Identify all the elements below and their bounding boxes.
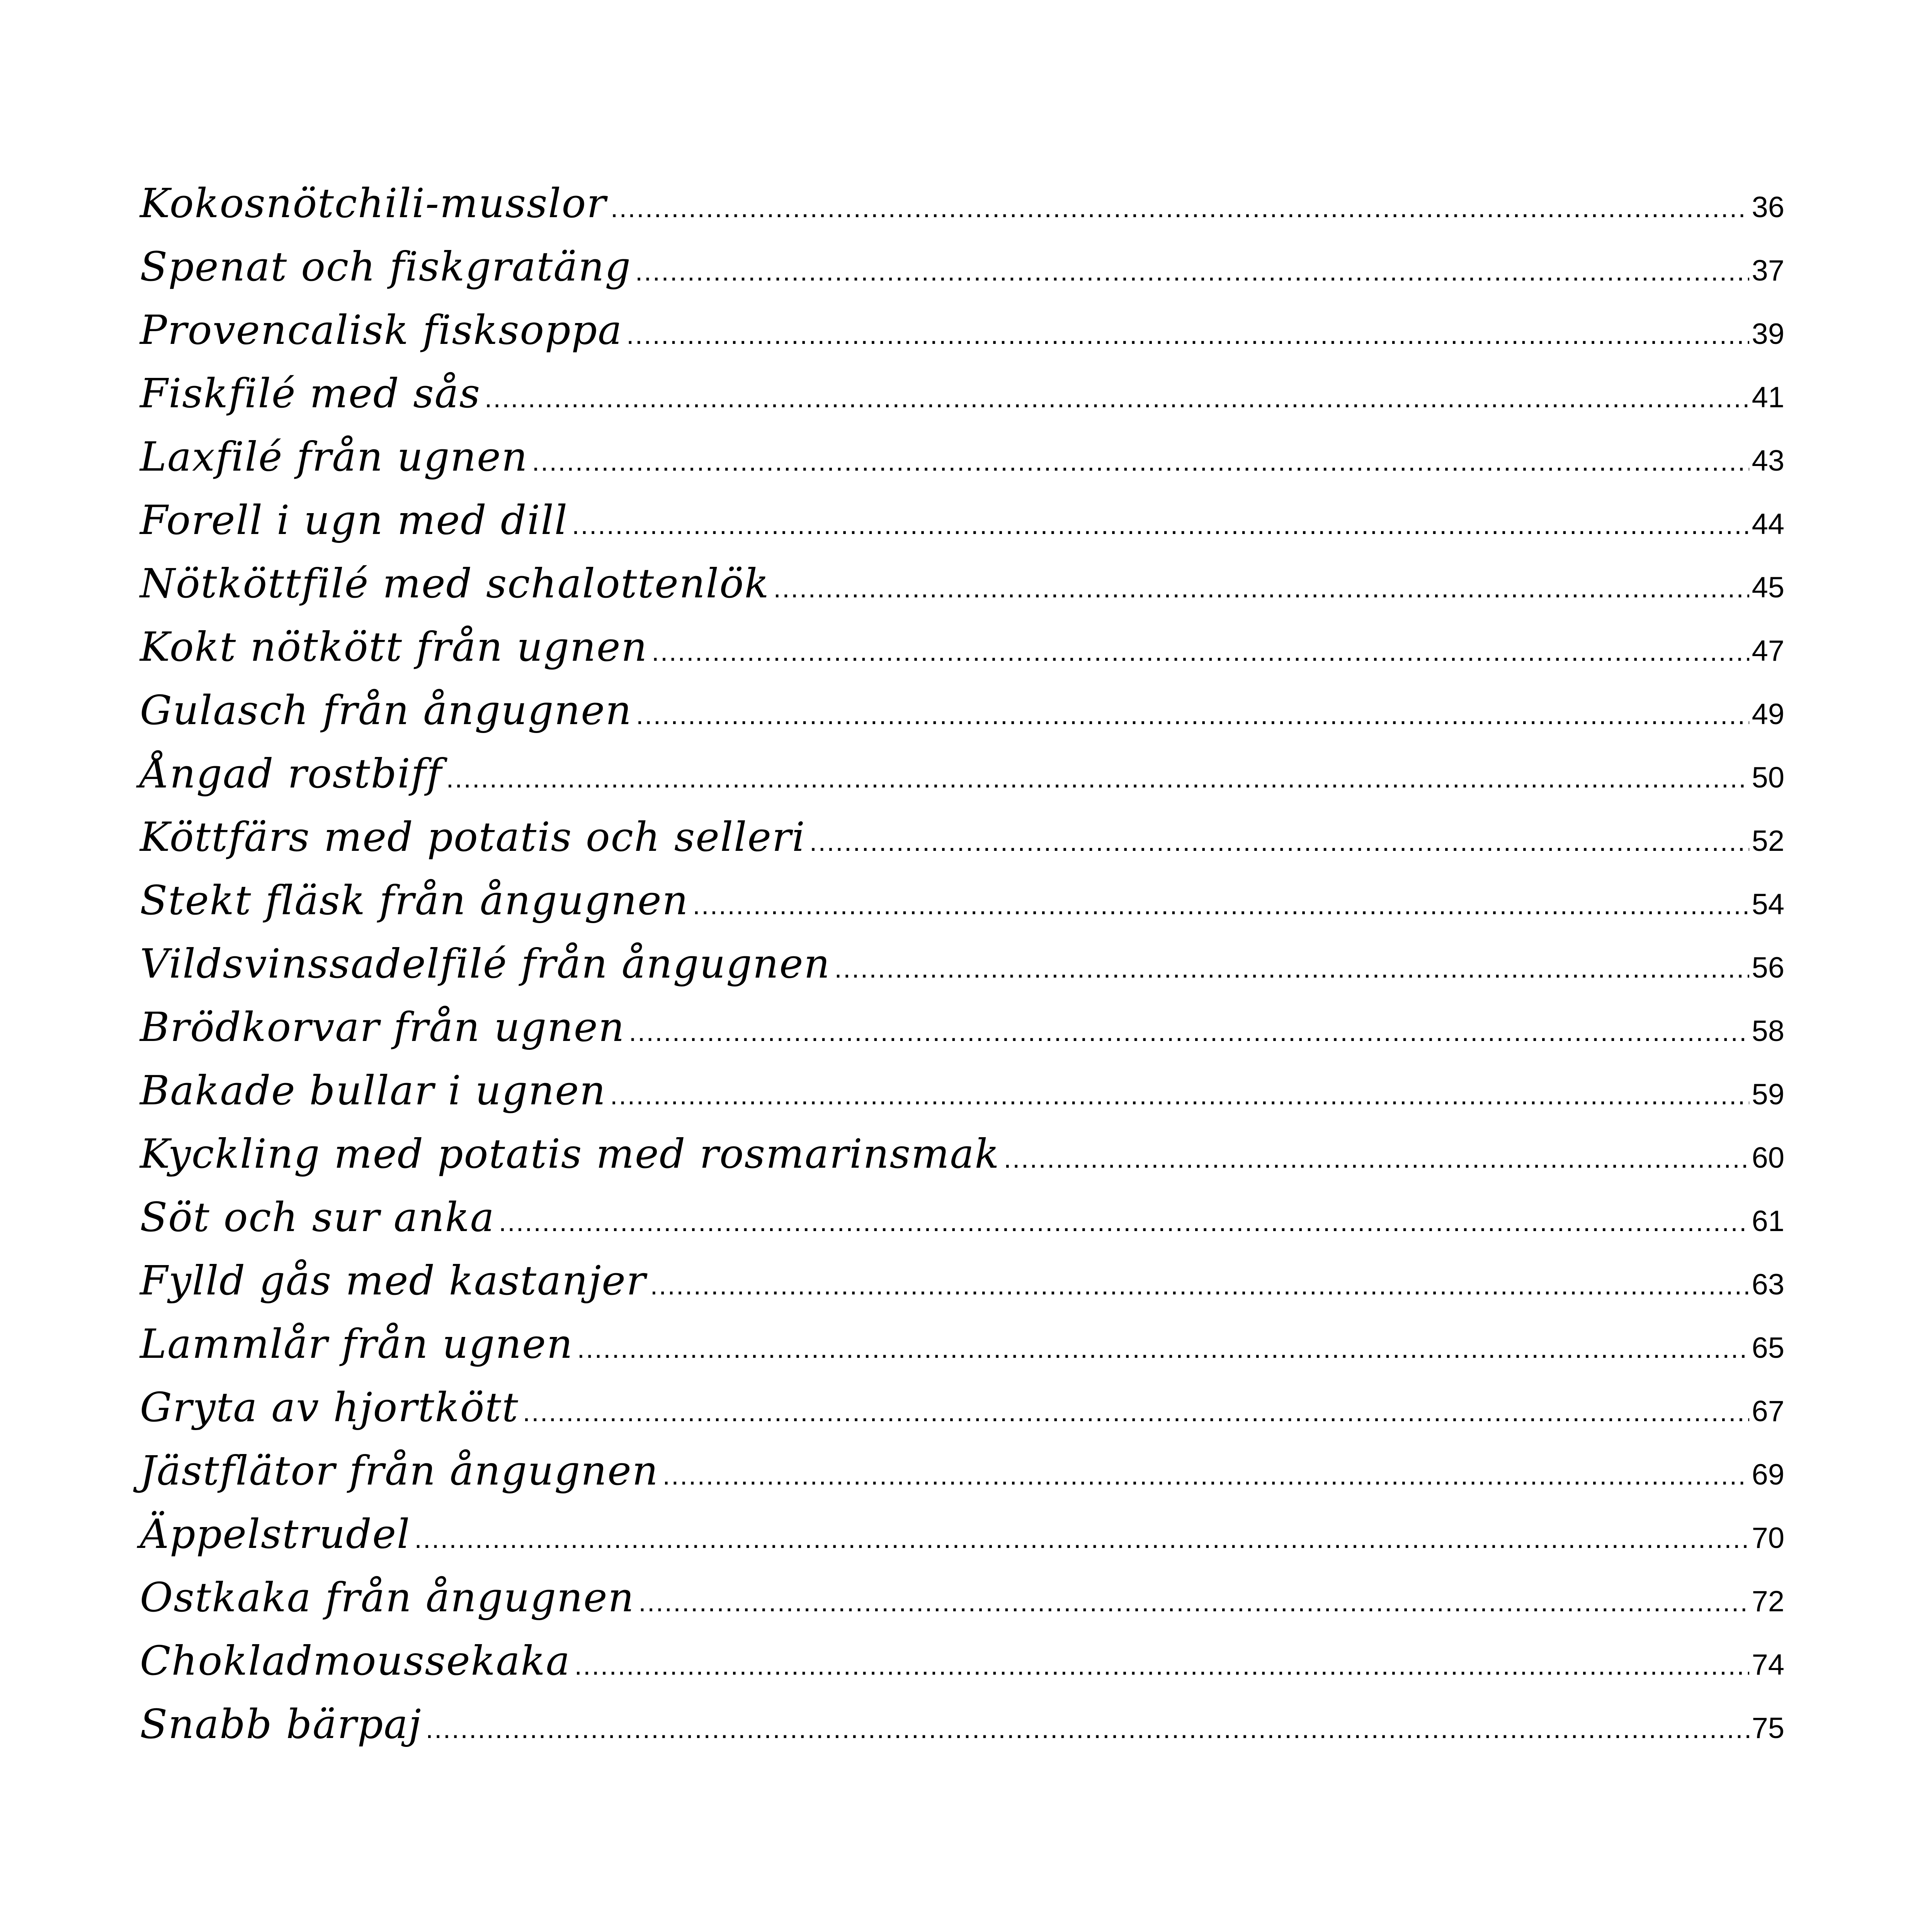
toc-entry-title: Jästflätor från ångugnen: [140, 1447, 659, 1494]
toc-entry-page-number: 58: [1752, 1015, 1784, 1048]
toc-entry-page-number: 59: [1752, 1078, 1784, 1111]
toc-entry[interactable]: [140, 433, 1784, 497]
toc-entry[interactable]: [140, 370, 1784, 433]
dot-leader: [774, 573, 1750, 604]
dot-leader: [626, 319, 1749, 350]
toc-entry-page-number: 36: [1752, 191, 1784, 224]
toc-entry-page-number: 65: [1752, 1332, 1784, 1364]
toc-entry[interactable]: [140, 497, 1784, 560]
toc-entry[interactable]: [140, 1194, 1784, 1257]
toc-entry-title: Forell i ugn med dill: [140, 497, 568, 544]
toc-entry[interactable]: [140, 750, 1784, 813]
toc-entry-title: Kokosnötchili-musslor: [140, 180, 607, 227]
toc-entry-page-number: 49: [1752, 698, 1784, 731]
toc-entry[interactable]: [140, 1384, 1784, 1447]
toc-entry-title: Kokt nötkött från ugnen: [140, 623, 648, 670]
toc-entry-page-number: 67: [1752, 1395, 1784, 1428]
toc-entry-title: Brödkorvar från ugnen: [140, 1003, 625, 1051]
toc-entry-page-number: 74: [1752, 1648, 1784, 1681]
toc-entry-title: Vildsvinssadelfilé från ångugnen: [140, 940, 831, 987]
dot-leader: [635, 256, 1750, 287]
dot-leader: [523, 1396, 1750, 1427]
toc-entry[interactable]: [140, 1574, 1784, 1637]
dot-leader: [446, 763, 1750, 794]
toc-entry[interactable]: [140, 1067, 1784, 1130]
toc-entry-page-number: 39: [1752, 318, 1784, 350]
toc-entry-title: Spenat och fiskgratäng: [140, 243, 631, 290]
toc-entry-title: Bakade bullar i ugnen: [140, 1067, 606, 1114]
toc-entry[interactable]: [140, 1447, 1784, 1510]
toc-entry-title: Nötköttfilé med schalottenlök: [140, 560, 770, 607]
toc-entry-page-number: 72: [1752, 1585, 1784, 1618]
toc-entry-page-number: 43: [1752, 444, 1784, 477]
toc-entry[interactable]: [140, 1701, 1784, 1764]
dot-leader: [414, 1523, 1749, 1554]
toc-entry-page-number: 44: [1752, 508, 1784, 541]
toc-entry-title: Lammlår från ugnen: [140, 1320, 573, 1367]
toc-entry-title: Provencalisk fisksoppa: [140, 306, 623, 354]
toc-entry-page-number: 60: [1752, 1141, 1784, 1174]
toc-entry[interactable]: [140, 877, 1784, 940]
dot-leader: [636, 699, 1750, 730]
toc-entry-title: Ostkaka från ångugnen: [140, 1574, 635, 1621]
table-of-contents: [140, 180, 1784, 1764]
toc-entry-page-number: 70: [1752, 1522, 1784, 1554]
toc-entry-page-number: 52: [1752, 825, 1784, 857]
dot-leader: [532, 446, 1750, 477]
toc-entry-page-number: 45: [1752, 571, 1784, 604]
toc-entry[interactable]: [140, 813, 1784, 877]
toc-entry-title: Ångad rostbiff: [140, 750, 442, 797]
toc-entry[interactable]: [140, 1637, 1784, 1701]
toc-entry-title: Fylld gås med kastanjer: [140, 1257, 646, 1304]
toc-entry-page-number: 50: [1752, 761, 1784, 794]
toc-entry-title: Fiskfilé med sås: [140, 370, 481, 417]
toc-entry[interactable]: [140, 1510, 1784, 1574]
toc-entry[interactable]: [140, 1257, 1784, 1320]
toc-entry-title: Kyckling med potatis med rosmarinsmak: [140, 1130, 1000, 1177]
toc-entry-page-number: 69: [1752, 1458, 1784, 1491]
toc-entry-title: Laxfilé från ugnen: [140, 433, 528, 480]
toc-entry-title: Köttfärs med potatis och selleri: [140, 813, 806, 861]
toc-entry-page-number: 75: [1752, 1712, 1784, 1745]
toc-entry-page-number: 47: [1752, 634, 1784, 667]
dot-leader: [572, 509, 1749, 540]
dot-leader: [577, 1333, 1750, 1364]
dot-leader: [638, 1587, 1749, 1617]
toc-entry-page-number: 56: [1752, 951, 1784, 984]
dot-leader: [575, 1650, 1750, 1681]
toc-entry[interactable]: [140, 306, 1784, 370]
dot-leader: [610, 1080, 1750, 1111]
toc-entry[interactable]: [140, 560, 1784, 623]
dot-leader: [426, 1713, 1750, 1744]
dot-leader: [485, 383, 1749, 413]
toc-entry-title: Gulasch från ångugnen: [140, 687, 632, 734]
toc-entry-page-number: 61: [1752, 1205, 1784, 1238]
dot-leader: [629, 1016, 1750, 1047]
toc-entry-page-number: 37: [1752, 254, 1784, 287]
dot-leader: [693, 889, 1750, 920]
toc-entry-page-number: 54: [1752, 888, 1784, 921]
dot-leader: [1004, 1143, 1750, 1174]
toc-entry-title: Söt och sur anka: [140, 1194, 495, 1241]
toc-entry-page-number: 63: [1752, 1268, 1784, 1301]
dot-leader: [611, 192, 1749, 223]
dot-leader: [810, 826, 1750, 857]
dot-leader: [651, 636, 1749, 667]
toc-entry-title: Äppelstrudel: [140, 1510, 411, 1558]
toc-entry-page-number: 41: [1752, 381, 1784, 414]
toc-entry[interactable]: [140, 940, 1784, 1003]
toc-entry-title: Chokladmoussekaka: [140, 1637, 571, 1684]
toc-entry[interactable]: [140, 1320, 1784, 1384]
toc-entry[interactable]: [140, 243, 1784, 306]
dot-leader: [834, 953, 1749, 984]
toc-entry-title: Gryta av hjortkött: [140, 1384, 519, 1431]
dot-leader: [650, 1270, 1750, 1301]
toc-entry[interactable]: [140, 687, 1784, 750]
toc-entry-title: Stekt fläsk från ångugnen: [140, 877, 689, 924]
dot-leader: [499, 1206, 1750, 1237]
toc-entry[interactable]: [140, 623, 1784, 687]
toc-entry[interactable]: [140, 1130, 1784, 1194]
toc-entry[interactable]: [140, 180, 1784, 243]
toc-entry-title: Snabb bärpaj: [140, 1701, 422, 1748]
dot-leader: [663, 1460, 1750, 1491]
toc-entry[interactable]: [140, 1003, 1784, 1067]
